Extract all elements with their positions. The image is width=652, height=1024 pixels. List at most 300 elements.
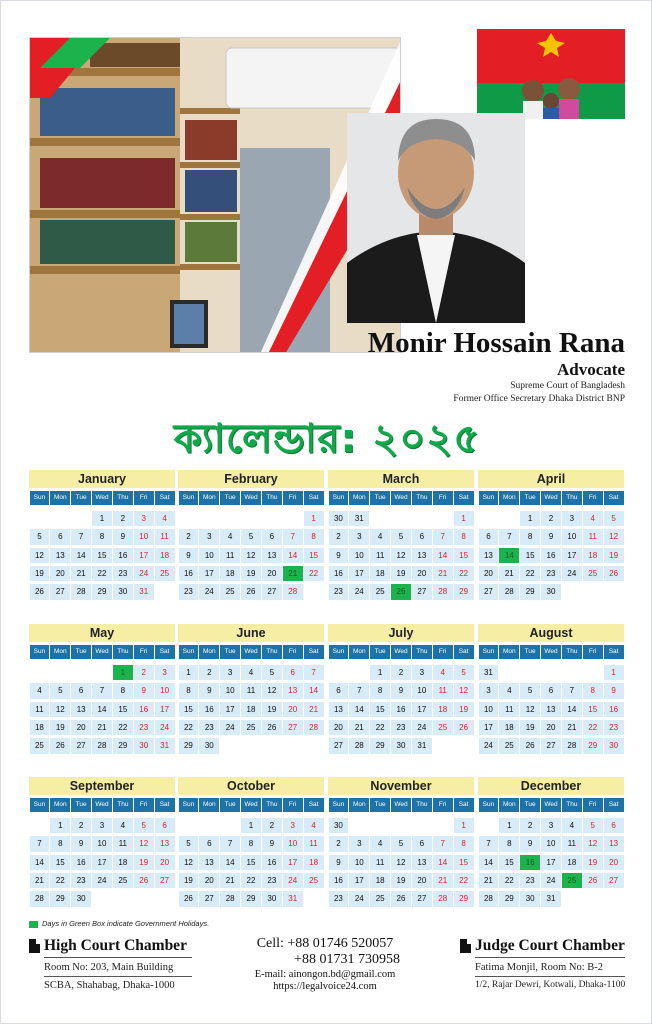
empty-cell	[433, 511, 453, 526]
weekday-header: Tue	[370, 798, 390, 812]
day-cell: 18	[241, 702, 261, 717]
day-cell: 23	[134, 720, 154, 735]
empty-cell	[433, 818, 453, 833]
month-november	[328, 777, 474, 908]
day-cell: 17	[220, 702, 240, 717]
empty-cell	[454, 738, 474, 753]
weekday-header: Mon	[499, 491, 519, 505]
month-name: July	[328, 624, 474, 642]
day-cell: 30	[520, 891, 540, 906]
day-cell: 10	[479, 702, 499, 717]
weekday-header: Sat	[155, 645, 175, 659]
day-cell: 30	[604, 738, 624, 753]
day-cell: 14	[283, 548, 303, 563]
day-cell: 10	[199, 548, 219, 563]
day-cell: 1	[454, 511, 474, 526]
weekday-header: Sat	[454, 645, 474, 659]
weekday-header: Sun	[329, 491, 349, 505]
day-cell: 5	[454, 665, 474, 680]
day-cell: 12	[391, 855, 411, 870]
weekday-header: Sun	[329, 798, 349, 812]
day-cell: 16	[329, 566, 349, 581]
empty-cell	[262, 511, 282, 526]
day-cell: 2	[179, 529, 199, 544]
day-cell: 26	[583, 873, 603, 888]
empty-cell	[199, 818, 219, 833]
day-cell: 21	[433, 873, 453, 888]
day-cell: 9	[199, 683, 219, 698]
empty-cell	[220, 738, 240, 753]
empty-cell	[50, 511, 70, 526]
weekday-header: Sat	[454, 491, 474, 505]
day-cell: 18	[583, 548, 603, 563]
day-cell: 7	[433, 836, 453, 851]
judge-court-address-2: 1/2, Rajar Dewri, Kotwali, Dhaka-1100	[475, 980, 626, 990]
weekday-header: Tue	[220, 645, 240, 659]
weekday-header: Thu	[113, 645, 133, 659]
day-cell: 24	[283, 873, 303, 888]
empty-cell	[30, 818, 50, 833]
weekday-header: Fri	[433, 491, 453, 505]
day-cell: 16	[134, 702, 154, 717]
weekday-header: Wed	[92, 645, 112, 659]
day-cell: 27	[329, 738, 349, 753]
day-cell: 24	[349, 584, 369, 599]
weekday-header: Thu	[113, 798, 133, 812]
day-cell: 28	[30, 891, 50, 906]
day-cell: 9	[391, 683, 411, 698]
day-cell: 20	[283, 702, 303, 717]
day-cell: 22	[241, 873, 261, 888]
day-cell: 20	[412, 873, 432, 888]
day-cell: 1	[179, 665, 199, 680]
empty-cell	[370, 818, 390, 833]
day-cell: 17	[541, 855, 561, 870]
day-cell: 23	[604, 720, 624, 735]
empty-cell	[412, 818, 432, 833]
weekday-header: Thu	[262, 645, 282, 659]
day-cell: 31	[412, 738, 432, 753]
day-cell: 20	[604, 855, 624, 870]
day-cell: 13	[71, 702, 91, 717]
day-cell: 20	[412, 566, 432, 581]
day-cell: 13	[50, 548, 70, 563]
day-cell: 30	[71, 891, 91, 906]
day-cell: 27	[50, 584, 70, 599]
day-cell: 29	[92, 584, 112, 599]
court-line: Supreme Court of Bangladesh	[510, 381, 625, 391]
day-cell: 18	[30, 720, 50, 735]
day-cell: 30	[113, 584, 133, 599]
day-cell: 7	[433, 529, 453, 544]
day-cell: 15	[499, 855, 519, 870]
weekday-header: Sat	[155, 491, 175, 505]
holiday-cell: 1	[113, 665, 133, 680]
day-cell: 22	[50, 873, 70, 888]
month-june	[178, 624, 324, 755]
day-cell: 31	[479, 665, 499, 680]
day-cell: 5	[520, 683, 540, 698]
weekday-header: Sat	[304, 798, 324, 812]
weekday-header: Wed	[391, 645, 411, 659]
day-cell: 13	[199, 855, 219, 870]
empty-cell	[520, 665, 540, 680]
day-cell: 29	[520, 584, 540, 599]
day-cell: 7	[479, 836, 499, 851]
day-cell: 3	[199, 529, 219, 544]
empty-cell	[479, 818, 499, 833]
day-cell: 15	[92, 548, 112, 563]
day-cell: 4	[562, 818, 582, 833]
day-cell: 16	[199, 702, 219, 717]
weekday-header: Tue	[220, 491, 240, 505]
day-cell: 19	[134, 855, 154, 870]
day-cell: 15	[520, 548, 540, 563]
weekday-header: Fri	[283, 645, 303, 659]
day-cell: 12	[391, 548, 411, 563]
day-cell: 13	[479, 548, 499, 563]
weekday-header: Sun	[479, 645, 499, 659]
day-cell: 4	[499, 683, 519, 698]
weekday-header: Fri	[583, 798, 603, 812]
high-court-address-1: Room No: 203, Main Building	[44, 962, 174, 973]
empty-cell	[92, 891, 112, 906]
month-december	[478, 777, 624, 908]
day-cell: 6	[50, 529, 70, 544]
day-cell: 25	[499, 738, 519, 753]
divider	[44, 976, 192, 977]
day-cell: 20	[199, 873, 219, 888]
weekday-header: Sat	[604, 491, 624, 505]
month-grid	[178, 798, 324, 908]
day-cell: 29	[113, 738, 133, 753]
day-cell: 21	[479, 873, 499, 888]
empty-cell	[71, 665, 91, 680]
website-link[interactable]: https://legalvoice24.com	[273, 981, 377, 992]
office-photo	[29, 37, 401, 353]
weekday-header: Tue	[370, 645, 390, 659]
weekday-header: Fri	[134, 798, 154, 812]
month-grid	[478, 798, 624, 908]
day-cell: 18	[220, 566, 240, 581]
day-cell: 16	[604, 702, 624, 717]
day-cell: 12	[241, 548, 261, 563]
day-cell: 19	[391, 566, 411, 581]
day-cell: 8	[92, 529, 112, 544]
day-cell: 17	[479, 720, 499, 735]
day-cell: 7	[92, 683, 112, 698]
day-cell: 9	[604, 683, 624, 698]
month-name: November	[328, 777, 474, 795]
day-cell: 27	[155, 873, 175, 888]
weekday-header: Wed	[241, 645, 261, 659]
day-cell: 4	[433, 665, 453, 680]
empty-cell	[349, 665, 369, 680]
weekday-header: Tue	[520, 491, 540, 505]
day-cell: 9	[71, 836, 91, 851]
day-cell: 7	[562, 683, 582, 698]
weekday-header: Thu	[562, 798, 582, 812]
day-cell: 6	[479, 529, 499, 544]
day-cell: 10	[155, 683, 175, 698]
empty-cell	[562, 584, 582, 599]
day-cell: 8	[304, 529, 324, 544]
day-cell: 19	[179, 873, 199, 888]
day-cell: 17	[92, 855, 112, 870]
day-cell: 8	[179, 683, 199, 698]
day-cell: 13	[412, 548, 432, 563]
divider	[44, 957, 192, 958]
day-cell: 31	[283, 891, 303, 906]
weekday-header: Mon	[199, 491, 219, 505]
day-cell: 29	[583, 738, 603, 753]
day-cell: 18	[155, 548, 175, 563]
day-cell: 21	[220, 873, 240, 888]
day-cell: 12	[604, 529, 624, 544]
holiday-cell: 21	[283, 566, 303, 581]
day-cell: 14	[479, 855, 499, 870]
day-cell: 29	[179, 738, 199, 753]
day-cell: 12	[134, 836, 154, 851]
day-cell: 28	[283, 584, 303, 599]
day-cell: 27	[262, 584, 282, 599]
day-cell: 16	[71, 855, 91, 870]
day-cell: 30	[199, 738, 219, 753]
day-cell: 3	[155, 665, 175, 680]
day-cell: 2	[541, 511, 561, 526]
day-cell: 15	[370, 702, 390, 717]
day-cell: 5	[604, 511, 624, 526]
empty-cell	[499, 665, 519, 680]
day-cell: 29	[50, 891, 70, 906]
day-cell: 23	[520, 873, 540, 888]
empty-cell	[220, 511, 240, 526]
day-cell: 2	[262, 818, 282, 833]
day-cell: 28	[499, 584, 519, 599]
day-cell: 14	[433, 855, 453, 870]
day-cell: 11	[30, 702, 50, 717]
day-cell: 10	[220, 683, 240, 698]
day-cell: 9	[134, 683, 154, 698]
day-cell: 14	[349, 702, 369, 717]
day-cell: 14	[220, 855, 240, 870]
weekday-header: Sat	[304, 491, 324, 505]
day-cell: 24	[220, 720, 240, 735]
day-cell: 27	[412, 584, 432, 599]
empty-cell	[199, 511, 219, 526]
day-cell: 25	[241, 720, 261, 735]
day-cell: 16	[113, 548, 133, 563]
day-cell: 27	[479, 584, 499, 599]
weekday-header: Mon	[50, 798, 70, 812]
empty-cell	[412, 511, 432, 526]
day-cell: 4	[113, 818, 133, 833]
holiday-note-text: Days in Green Box indicate Government Holidays.	[42, 919, 210, 928]
day-cell: 9	[113, 529, 133, 544]
day-cell: 27	[283, 720, 303, 735]
empty-cell	[113, 891, 133, 906]
holiday-cell: 26	[391, 584, 411, 599]
day-cell: 20	[50, 566, 70, 581]
day-cell: 20	[329, 720, 349, 735]
day-cell: 17	[283, 855, 303, 870]
empty-cell	[262, 738, 282, 753]
day-cell: 1	[92, 511, 112, 526]
weekday-header: Mon	[50, 645, 70, 659]
weekday-header: Tue	[71, 491, 91, 505]
empty-cell	[304, 891, 324, 906]
holiday-cell: 25	[562, 873, 582, 888]
day-cell: 7	[349, 683, 369, 698]
day-cell: 28	[349, 738, 369, 753]
empty-cell	[433, 738, 453, 753]
day-cell: 6	[155, 818, 175, 833]
day-cell: 10	[283, 836, 303, 851]
day-cell: 5	[179, 836, 199, 851]
day-cell: 24	[541, 873, 561, 888]
month-name: December	[478, 777, 624, 795]
weekday-header: Sun	[30, 645, 50, 659]
weekday-header: Mon	[349, 491, 369, 505]
empty-cell	[479, 511, 499, 526]
day-cell: 7	[304, 665, 324, 680]
day-cell: 19	[50, 720, 70, 735]
day-cell: 25	[155, 566, 175, 581]
day-cell: 24	[92, 873, 112, 888]
weekday-header: Wed	[541, 798, 561, 812]
day-cell: 31	[155, 738, 175, 753]
day-cell: 5	[391, 529, 411, 544]
weekday-header: Thu	[262, 491, 282, 505]
holiday-note	[29, 919, 209, 928]
day-cell: 23	[179, 584, 199, 599]
day-cell: 24	[349, 891, 369, 906]
day-cell: 18	[370, 873, 390, 888]
empty-cell	[349, 818, 369, 833]
day-cell: 31	[134, 584, 154, 599]
empty-cell	[155, 891, 175, 906]
month-name: February	[178, 470, 324, 488]
day-cell: 2	[391, 665, 411, 680]
empty-cell	[241, 511, 261, 526]
email-address[interactable]: E-mail: ainongon.bd@gmail.com	[254, 969, 396, 980]
day-cell: 3	[134, 511, 154, 526]
month-grid	[328, 491, 474, 601]
day-cell: 3	[349, 529, 369, 544]
day-cell: 1	[50, 818, 70, 833]
day-cell: 28	[433, 584, 453, 599]
day-cell: 11	[583, 529, 603, 544]
empty-cell	[30, 665, 50, 680]
month-grid	[478, 491, 624, 601]
day-cell: 31	[541, 891, 561, 906]
day-cell: 24	[134, 566, 154, 581]
day-cell: 30	[262, 891, 282, 906]
day-cell: 10	[541, 836, 561, 851]
day-cell: 11	[304, 836, 324, 851]
day-cell: 21	[304, 702, 324, 717]
day-cell: 13	[155, 836, 175, 851]
empty-cell	[583, 584, 603, 599]
day-cell: 6	[604, 818, 624, 833]
day-cell: 28	[71, 584, 91, 599]
day-cell: 26	[241, 584, 261, 599]
day-cell: 11	[562, 836, 582, 851]
day-cell: 25	[433, 720, 453, 735]
day-cell: 21	[30, 873, 50, 888]
day-cell: 16	[329, 873, 349, 888]
empty-cell	[155, 584, 175, 599]
day-cell: 9	[329, 548, 349, 563]
bookshelf-illustration	[30, 38, 401, 353]
day-cell: 17	[199, 566, 219, 581]
day-cell: 4	[370, 836, 390, 851]
day-cell: 1	[499, 818, 519, 833]
empty-cell	[541, 665, 561, 680]
day-cell: 16	[179, 566, 199, 581]
day-cell: 12	[262, 683, 282, 698]
empty-cell	[179, 818, 199, 833]
month-grid	[178, 645, 324, 755]
day-cell: 4	[304, 818, 324, 833]
weekday-header: Wed	[391, 491, 411, 505]
month-grid	[328, 645, 474, 755]
day-cell: 18	[113, 855, 133, 870]
building-icon	[460, 939, 471, 953]
day-cell: 4	[155, 511, 175, 526]
month-name: May	[29, 624, 175, 642]
weekday-header: Sun	[30, 798, 50, 812]
holiday-cell: 14	[499, 548, 519, 563]
weekday-header: Sat	[155, 798, 175, 812]
day-cell: 15	[583, 702, 603, 717]
weekday-header: Mon	[50, 491, 70, 505]
empty-cell	[370, 511, 390, 526]
month-september	[29, 777, 175, 908]
day-cell: 19	[454, 702, 474, 717]
day-cell: 26	[30, 584, 50, 599]
weekday-header: Sun	[30, 491, 50, 505]
empty-cell	[304, 738, 324, 753]
empty-cell	[30, 511, 50, 526]
day-cell: 10	[92, 836, 112, 851]
day-cell: 29	[454, 584, 474, 599]
day-cell: 25	[304, 873, 324, 888]
day-cell: 28	[562, 738, 582, 753]
day-cell: 30	[391, 738, 411, 753]
day-cell: 12	[179, 855, 199, 870]
day-cell: 22	[179, 720, 199, 735]
day-cell: 12	[50, 702, 70, 717]
day-cell: 24	[199, 584, 219, 599]
weekday-header: Tue	[71, 798, 91, 812]
weekday-header: Sun	[329, 645, 349, 659]
day-cell: 10	[134, 529, 154, 544]
cell-number-1: Cell: +88 01746 520057	[256, 936, 394, 951]
day-cell: 23	[262, 873, 282, 888]
day-cell: 14	[433, 548, 453, 563]
month-january	[29, 470, 175, 601]
day-cell: 28	[220, 891, 240, 906]
day-cell: 13	[283, 683, 303, 698]
day-cell: 11	[220, 548, 240, 563]
day-cell: 22	[454, 873, 474, 888]
day-cell: 28	[304, 720, 324, 735]
weekday-header: Wed	[241, 491, 261, 505]
empty-cell	[391, 511, 411, 526]
day-cell: 26	[50, 738, 70, 753]
day-cell: 30	[329, 511, 349, 526]
